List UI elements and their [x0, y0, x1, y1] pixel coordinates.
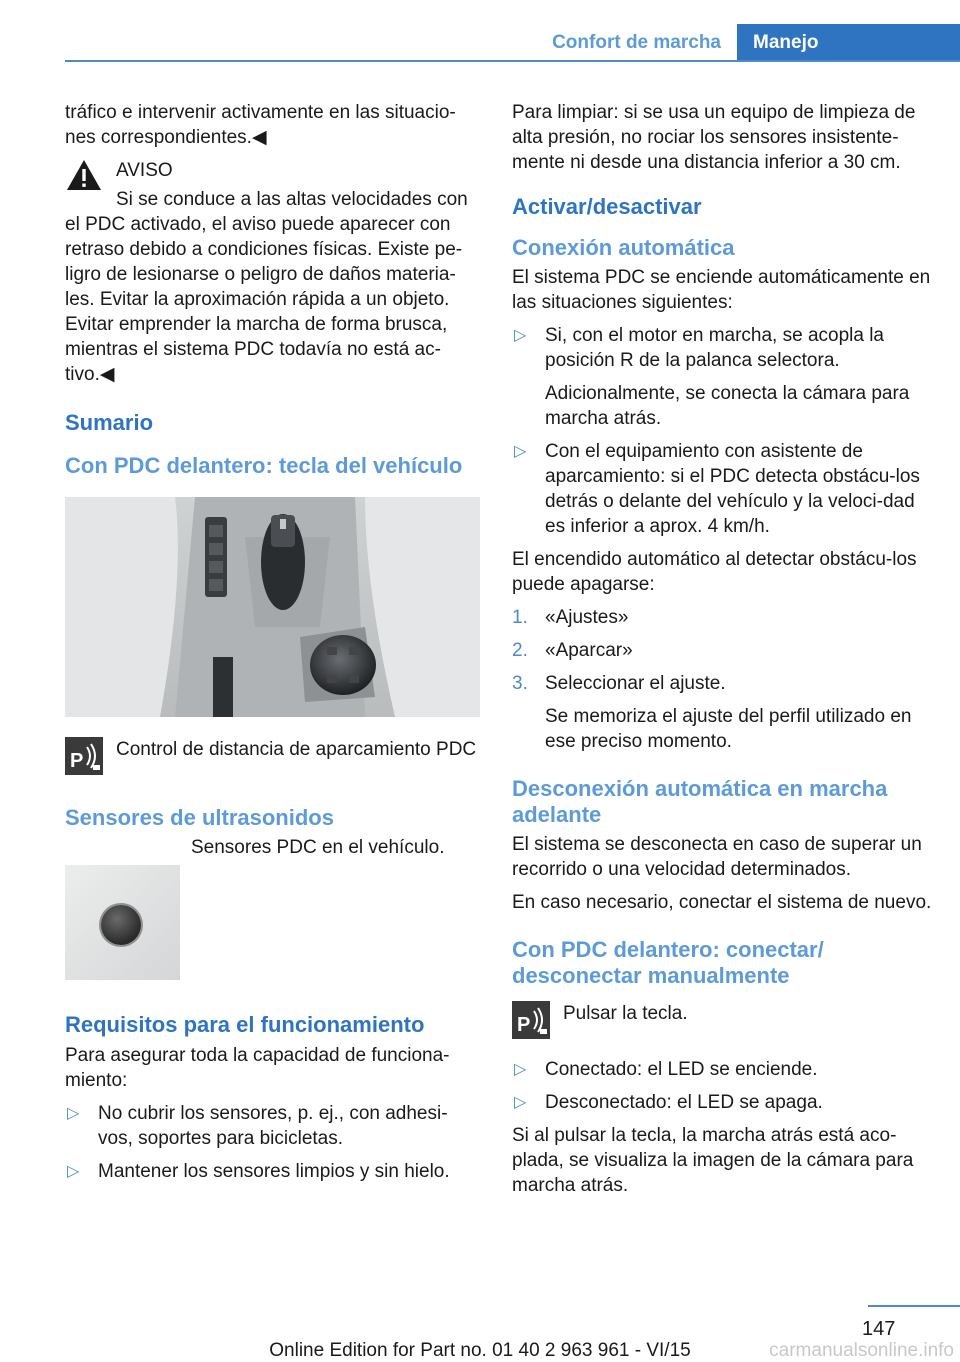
list-item: ▷ No cubrir los sensores, p. ej., con adhesi-vos, soportes para bicicletas. — [67, 1103, 448, 1149]
warning-triangle-icon — [65, 158, 103, 192]
list-item: 3. Seleccionar el ajuste. Se memoriza el ajuste del perfil utilizado en ese preciso momento. — [512, 673, 912, 752]
list-item: ▷ Mantener los sensores limpios y sin hielo. — [67, 1161, 450, 1182]
list-item: 2. «Aparcar» — [512, 640, 633, 661]
center-console-photo — [65, 497, 480, 717]
edition-text: Online Edition for Part no. 01 40 2 963 961 - VI/15 — [269, 1340, 691, 1361]
heading-manual: Con PDC delantero: conectar/ desconectar manualmente — [512, 937, 824, 988]
heading-front-key: Con PDC delantero: tecla del vehículo — [65, 453, 463, 478]
heading-auto-on: Conexión automática — [512, 235, 735, 260]
requirements-list — [65, 1101, 480, 1184]
warning-title: AVISO — [116, 160, 173, 181]
left-column — [65, 100, 480, 1192]
settings-steps — [512, 605, 932, 754]
center-console-illustration — [65, 497, 480, 717]
header-active-tab[interactable]: Manejo — [737, 24, 960, 62]
heading-activate: Activar/desactivar — [512, 194, 702, 219]
triangle-bullet-icon: ▷ — [514, 327, 527, 344]
header-section-tab[interactable]: Confort de marcha — [552, 32, 721, 53]
auto-on-list — [512, 323, 932, 539]
warning-body: Si se conduce a las altas velocidades con el PDC activado, el aviso puede aparecer con retraso debido a condiciones físicas. Existe pe-ligro de lesionarse o peligro de daños materia-les. Evitar la aproximación rápida a un objeto. Evitar emprender la marcha de forma brusca, mientras el sistema PDC todavía no está ac-tivo.◀ — [65, 189, 468, 385]
manual-key-row — [512, 1001, 932, 1045]
right-column — [512, 100, 932, 1198]
manual-list — [512, 1057, 932, 1115]
cleaning-paragraph: Para limpiar: si se usa un equipo de limpieza de alta presión, no rociar los sensores insistente-mente ni desde una distancia inferior a 30 cm. — [512, 102, 916, 173]
sensors-text: Sensores PDC en el vehículo. — [191, 837, 445, 858]
heading-auto-off: Desconexión automática en marcha adelante — [512, 776, 888, 827]
intro-paragraph: tráfico e intervenir activamente en las situacio-nes correspondientes.◀ — [65, 102, 456, 148]
page-number: 147 — [862, 1318, 896, 1340]
sensor-block — [65, 835, 480, 985]
warning-block — [65, 158, 480, 387]
watermark-text: carmanualsonline.info — [769, 1340, 954, 1361]
header-rule — [65, 60, 960, 62]
heading-requirements: Requisitos para el funcionamiento — [65, 1012, 425, 1037]
triangle-bullet-icon: ▷ — [67, 1105, 80, 1122]
list-item: ▷ Con el equipamiento con asistente de aparcamiento: si el PDC detecta obstácu-los detrás o delante del vehículo y la veloci-dad es inferior a aprox. 4 km/h. — [514, 441, 920, 537]
pdc-caption-text: Control de distancia de aparcamiento PDC — [116, 739, 477, 760]
manual-text: Pulsar la tecla. — [563, 1003, 688, 1024]
triangle-bullet-icon: ▷ — [514, 1094, 527, 1111]
auto-off-text-2: En caso necesario, conectar el sistema de nuevo. — [512, 892, 932, 913]
footer-rule — [868, 1305, 960, 1307]
heading-sumario: Sumario — [65, 410, 154, 435]
list-item: ▷ Desconectado: el LED se apaga. — [514, 1092, 823, 1113]
triangle-bullet-icon: ▷ — [67, 1163, 80, 1180]
requirements-text: Para asegurar toda la capacidad de funciona-miento: — [65, 1045, 450, 1091]
auto-off-note: El encendido automático al detectar obstácu-los puede apagarse: — [512, 549, 917, 595]
triangle-bullet-icon: ▷ — [514, 1061, 527, 1078]
pdc-parking-icon — [65, 737, 103, 775]
pdc-parking-icon — [512, 1001, 550, 1039]
auto-on-text: El sistema PDC se enciende automáticamente en las situaciones siguientes: — [512, 267, 931, 313]
list-item: ▷ Si, con el motor en marcha, se acopla la posición R de la palanca selectora. Adicionalmente, se conecta la cámara para marcha atrás. — [514, 325, 910, 429]
sensor-dot — [101, 905, 141, 945]
closing-paragraph: Si al pulsar la tecla, la marcha atrás está aco-plada, se visualiza la imagen de la cámara para marcha atrás. — [512, 1125, 914, 1196]
list-item: ▷ Conectado: el LED se enciende. — [514, 1059, 818, 1080]
sensor-photo — [65, 865, 180, 980]
pdc-key-caption — [65, 737, 480, 781]
svg-text:P: P — [517, 1014, 531, 1036]
svg-text:P: P — [70, 750, 84, 772]
triangle-bullet-icon: ▷ — [514, 443, 527, 460]
footer-edition — [0, 1340, 960, 1362]
heading-sensors: Sensores de ultrasonidos — [65, 805, 334, 830]
auto-off-text-1: El sistema se desconecta en caso de superar un recorrido o una velocidad determinados. — [512, 834, 922, 880]
list-item: 1. «Ajustes» — [512, 607, 629, 628]
